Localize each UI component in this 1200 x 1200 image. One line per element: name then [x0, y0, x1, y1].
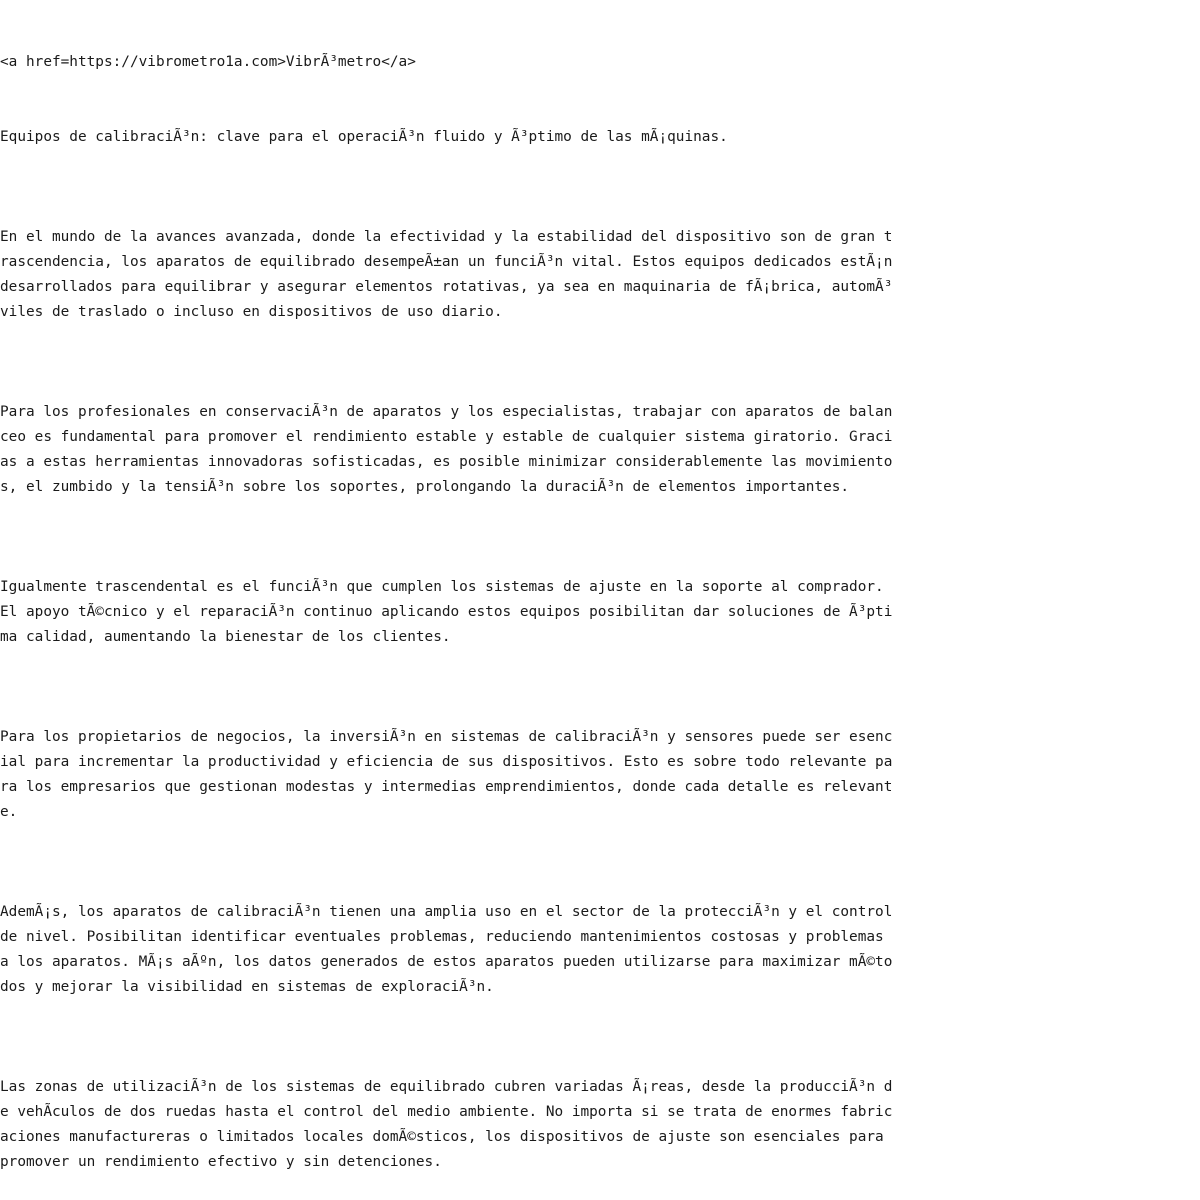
- paragraph-6: Las zonas de utilizaciÃ³n de los sistemas de equilibrado cubren variadas Ã¡reas, desde la producciÃ³n de vehÃculos de dos ruedas hasta el control del medio ambiente. No importa si se trata de enormes fabricaciones manufactureras o limitados locales domÃ©sticos, los dispositivos de ajuste son esenciales para promover un rendimiento efectivo y sin detenciones.: [0, 1079, 893, 1170]
- paragraph-3: Igualmente trascendental es el funciÃ³n que cumplen los sistemas de ajuste en la soporte al comprador. El apoyo tÃ©cnico y el reparaciÃ³n continuo aplicando estos equipos posibilitan dar soluciones de Ã³ptima calidad, aumentando la bienestar de los clientes.: [0, 579, 893, 645]
- paragraph-1: En el mundo de la avances avanzada, donde la efectividad y la estabilidad del dispositivo son de gran trascendencia, los aparatos de equilibrado desempeÃ±an un funciÃ³n vital. Estos equipos dedicados estÃ¡n desarrollados para equilibrar y asegurar elementos rotativas, ya sea en maquinaria de fÃ¡brica, automÃ³viles de traslado o incluso en dispositivos de uso diario.: [0, 229, 902, 320]
- header-link-markup: <a href=https://vibrometro1a.com>VibrÃ³metro</a>: [0, 54, 416, 70]
- paragraph-2: Para los profesionales en conservaciÃ³n de aparatos y los especialistas, trabajar con aparatos de balanceo es fundamental para promover el rendimiento estable y estable de cualquier sistema giratorio. Gracias a estas herramientas innovadoras sofisticadas, es posible minimizar considerablemente las movimientos, el zumbido y la tensiÃ³n sobre los soportes, prolongando la duraciÃ³n de elementos importantes.: [0, 404, 893, 495]
- paragraph-5: AdemÃ¡s, los aparatos de calibraciÃ³n tienen una amplia uso en el sector de la protecciÃ³n y el control de nivel. Posibilitan identificar eventuales problemas, reduciendo mantenimientos costosas y problemas a los aparatos. MÃ¡s aÃºn, los datos generados de estos aparatos pueden utilizarse para maximizar mÃ©todos y mejorar la visibilidad en sistemas de exploraciÃ³n.: [0, 904, 902, 995]
- paragraph-4: Para los propietarios de negocios, la inversiÃ³n en sistemas de calibraciÃ³n y sensores puede ser esencial para incrementar la productividad y eficiencia de sus dispositivos. Esto es sobre todo relevante para los empresarios que gestionan modestas y intermedias emprendimientos, donde cada detalle es relevante.: [0, 729, 893, 820]
- document-title: Equipos de calibraciÃ³n: clave para el operaciÃ³n fluido y Ã³ptimo de las mÃ¡quinas.: [0, 129, 728, 145]
